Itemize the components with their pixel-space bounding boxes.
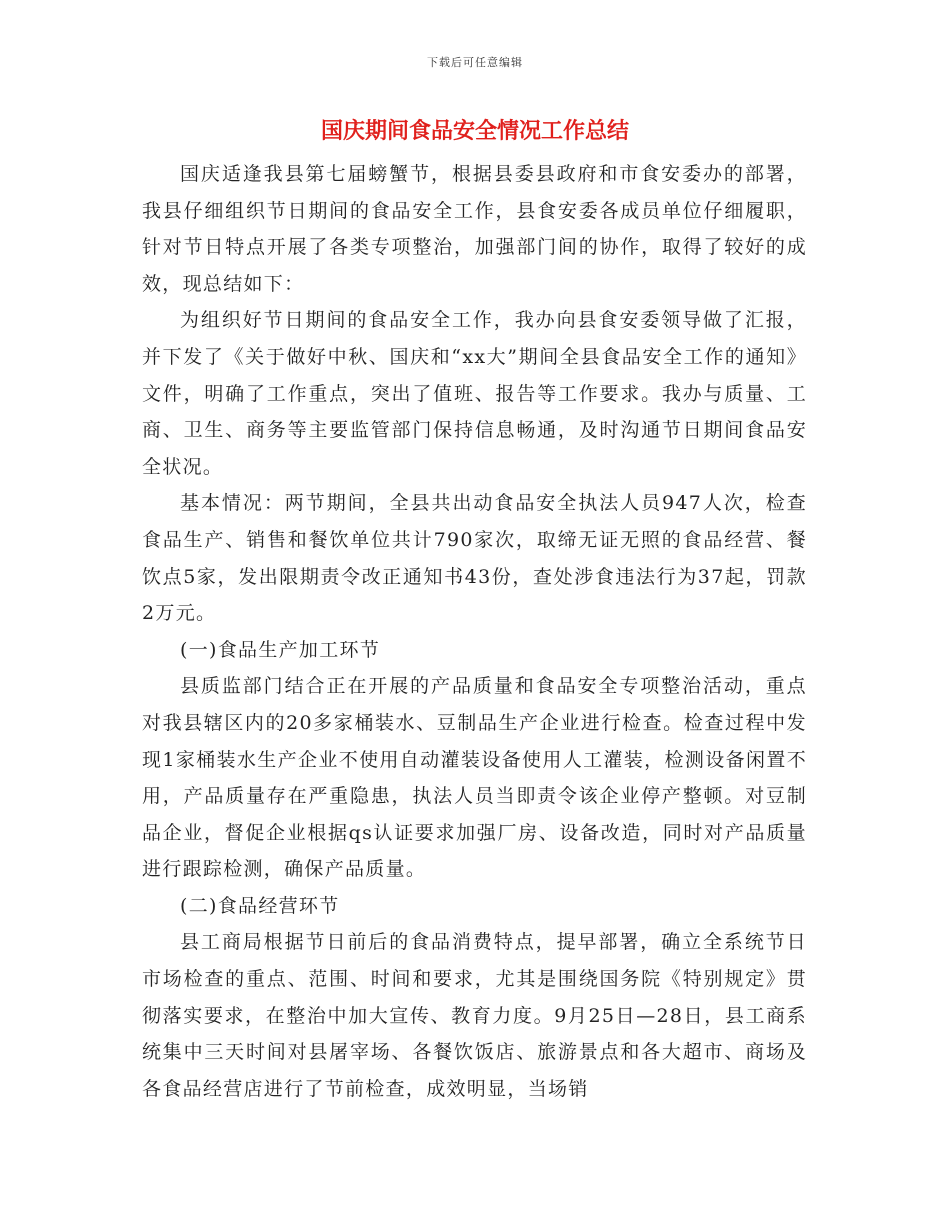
section-heading-production: (一)食品生产加工环节 bbox=[180, 638, 381, 661]
document-body bbox=[142, 156, 807, 1107]
section-heading-operation: (二)食品经营环节 bbox=[180, 894, 340, 917]
paragraph-production: 县质监部门结合正在开展的产品质量和食品安全专项整治活动，重点对我县辖区内的20多家桶装水、豆制品生产企业进行检查。检查过程中发现1家桶装水生产企业不使用自动灌装设备使用人工灌装，检测设备闲置不用，产品质量存在严重隐患，执法人员当即责令该企业停产整顿。对豆制品企业，督促企业根据qs认证要求加强厂房、设备改造，同时对产品质量进行跟踪检测，确保产品质量。 bbox=[142, 675, 807, 881]
paragraph-organization: 为组织好节日期间的食品安全工作，我办向县食安委领导做了汇报，并下发了《关于做好中秋、国庆和“xx大”期间全县食品安全工作的通知》文件，明确了工作重点，突出了值班、报告等工作要求。我办与质量、工商、卫生、商务等主要监管部门保持信息畅通，及时沟通节日期间食品安全状况。 bbox=[142, 309, 807, 478]
header-note: 下载后可任意编辑 bbox=[427, 56, 523, 69]
paragraph-intro: 国庆适逢我县第七届螃蟹节，根据县委县政府和市食安委办的部署，我县仔细组织节日期间的食品安全工作，县食安委各成员单位仔细履职，针对节日特点开展了各类专项整治，加强部门间的协作，取得了较好的成效，现总结如下： bbox=[142, 163, 807, 295]
paragraph-basic-situation: 基本情况：两节期间，全县共出动食品安全执法人员947人次，检查食品生产、销售和餐饮单位共计790家次，取缔无证无照的食品经营、餐饮点5家，发出限期责令改正通知书43份，查处涉食违法行为37起，罚款2万元。 bbox=[142, 492, 807, 625]
paragraph-operation: 县工商局根据节日前后的食品消费特点，提早部署，确立全系统节日市场检查的重点、范围、时间和要求，尤其是围绕国务院《特别规定》贯彻落实要求，在整治中加大宣传、教育力度。9月25日—28日，县工商系统集中三天时间对县屠宰场、各餐饮饭店、旅游景点和各大超市、商场及各食品经营店进行了节前检查，成效明显，当场销 bbox=[142, 931, 807, 1100]
document-title: 国庆期间食品安全情况工作总结 bbox=[320, 119, 629, 144]
